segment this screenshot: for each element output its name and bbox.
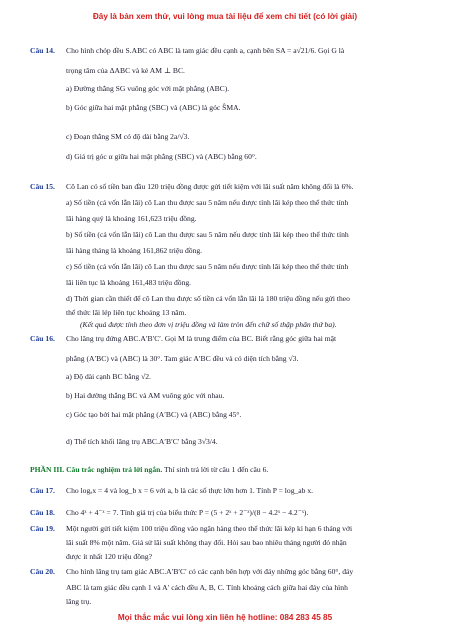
preview-header: Đây là bản xem thử, vui lòng mua tài liệu để xem chi tiết (có lời giải) xyxy=(92,12,358,21)
q20-number: Câu 20. xyxy=(30,567,55,576)
q16-option-c: c) Góc tạo bởi hai mặt phẳng (A′BC) và (ABC) bằng 45°. xyxy=(66,410,242,419)
q15-note: (Kết quả được tính theo đơn vị triệu đồng và làm tròn đến chữ số thập phân thứ ba). xyxy=(80,320,337,329)
q15-line-1: Cô Lan có số tiền ban đầu 120 triệu đồng được gửi tiết kiệm với lãi suất năm không đổi là 6%. xyxy=(66,182,354,191)
q14-option-b: b) Góc giữa hai mặt phẳng (SBC) và (ABC) là góc ŜMA. xyxy=(66,103,241,112)
q15-number: Câu 15. xyxy=(30,182,55,191)
q16-number: Câu 16. xyxy=(30,334,55,343)
q15-line-8: d) Thời gian cần thiết để cô Lan thu được số tiền cả vốn lẫn lãi là 180 triệu đồng nếu gửi theo xyxy=(66,294,350,303)
q14-option-a: a) Đường thẳng SG vuông góc với mặt phẳng (ABC). xyxy=(66,84,230,93)
hotline-footer: Mọi thắc mắc vui lòng xin liên hệ hotline: 084 283 45 85 xyxy=(117,613,333,622)
q18-number: Câu 18. xyxy=(30,508,55,517)
q16-line-2: phẳng (A′BC) và (ABC) là 30°. Tam giác A′BC đều và có diện tích bằng √3. xyxy=(66,354,299,363)
q19-number: Câu 19. xyxy=(30,524,55,533)
part3-note: Thí sinh trả lời từ câu 1 đến câu 6. xyxy=(164,465,269,474)
q17-number: Câu 17. xyxy=(30,486,55,495)
q18-text: Cho 4ˣ + 4⁻ˣ = 7. Tính giá trị của biểu thức P = (5 + 2ˣ + 2⁻ˣ)/(8 − 4.2ˣ − 4.2⁻ˣ). xyxy=(66,508,309,517)
q14-stem-2: trọng tâm của ΔABC và kẻ AM ⊥ BC. xyxy=(66,66,185,75)
q16-option-d: d) Thể tích khối lăng trụ ABC.A′B′C′ bằng 3√3/4. xyxy=(66,437,218,446)
q15-line-9: thể thức lãi lép liên tục khoảng 13 năm. xyxy=(66,308,187,317)
q20-line-1: Cho hình lăng trụ tam giác ABC.A′B′C′ có các cạnh bên hợp với đáy những góc bằng 60°, đáy xyxy=(66,567,354,576)
q15-line-4: b) Số tiền (cả vốn lẫn lãi) cô Lan thu được sau 5 năm nếu được tính lãi kép theo thể thức tính xyxy=(66,230,349,239)
q15-line-5: lãi hàng tháng là khoảng 161,862 triệu đồng. xyxy=(66,246,203,255)
q20-line-3: lăng trụ. xyxy=(66,597,92,606)
q15-line-3: lãi hàng quý là khoảng 161,623 triệu đồng. xyxy=(66,214,197,223)
q20-line-2: ABC là tam giác đều cạnh 1 và A′ cách đều A, B, C. Tính khoảng cách giữa hai đáy của hình xyxy=(66,583,348,592)
part3-heading xyxy=(30,465,268,474)
q14-number: Câu 14. xyxy=(30,46,55,55)
q16-line-1: Cho lăng trụ đứng ABC.A′B′C′. Gọi M là trung điểm của BC. Biết rằng góc giữa hai mặt xyxy=(66,334,337,343)
q15-line-7: lãi liên tục là khoảng 161,483 triệu đồng. xyxy=(66,278,192,287)
q19-line-3: được ít nhất 120 triệu đồng? xyxy=(66,552,152,561)
q19-line-2: lãi suất 8% một năm. Giả sử lãi suất không thay đổi. Hỏi sau bao nhiêu tháng người đó nhận xyxy=(66,538,347,547)
q14-option-c: c) Đoạn thẳng SM có độ dài bằng 2a/√3. xyxy=(66,132,190,141)
q16-option-b: b) Hai đường thẳng BC và AM vuông góc với nhau. xyxy=(66,391,225,400)
q15-line-6: c) Số tiền (cả vốn lẫn lãi) cô Lan thu được sau 5 năm nếu được tính lãi kép theo thể thức tính xyxy=(66,262,349,271)
q17-text: Cho logₐx = 4 và log_b x = 6 với a, b là các số thực lớn hơn 1. Tính P = log_ab x. xyxy=(66,486,314,495)
q14-stem: Cho hình chóp đều S.ABC có ABC là tam giác đều cạnh a, cạnh bên SA = a√21/6. Gọi G là xyxy=(66,46,345,55)
q19-line-1: Một người gửi tiết kiệm 100 triệu đồng vào ngân hàng theo thể thức lãi kép kì hạn 6 tháng với xyxy=(66,524,353,533)
part3-title: PHẦN III. Câu trắc nghiệm trả lời ngắn. xyxy=(30,465,163,474)
q15-line-2: a) Số tiền (cả vốn lẫn lãi) cô Lan thu được sau 5 năm nếu được tính lãi kép theo thể thức tính xyxy=(66,198,349,207)
q14-option-d: d) Giá trị góc α giữa hai mặt phẳng (SBC) và (ABC) bằng 60°. xyxy=(66,152,257,161)
q16-option-a: a) Độ dài cạnh BC bằng √2. xyxy=(66,372,151,381)
